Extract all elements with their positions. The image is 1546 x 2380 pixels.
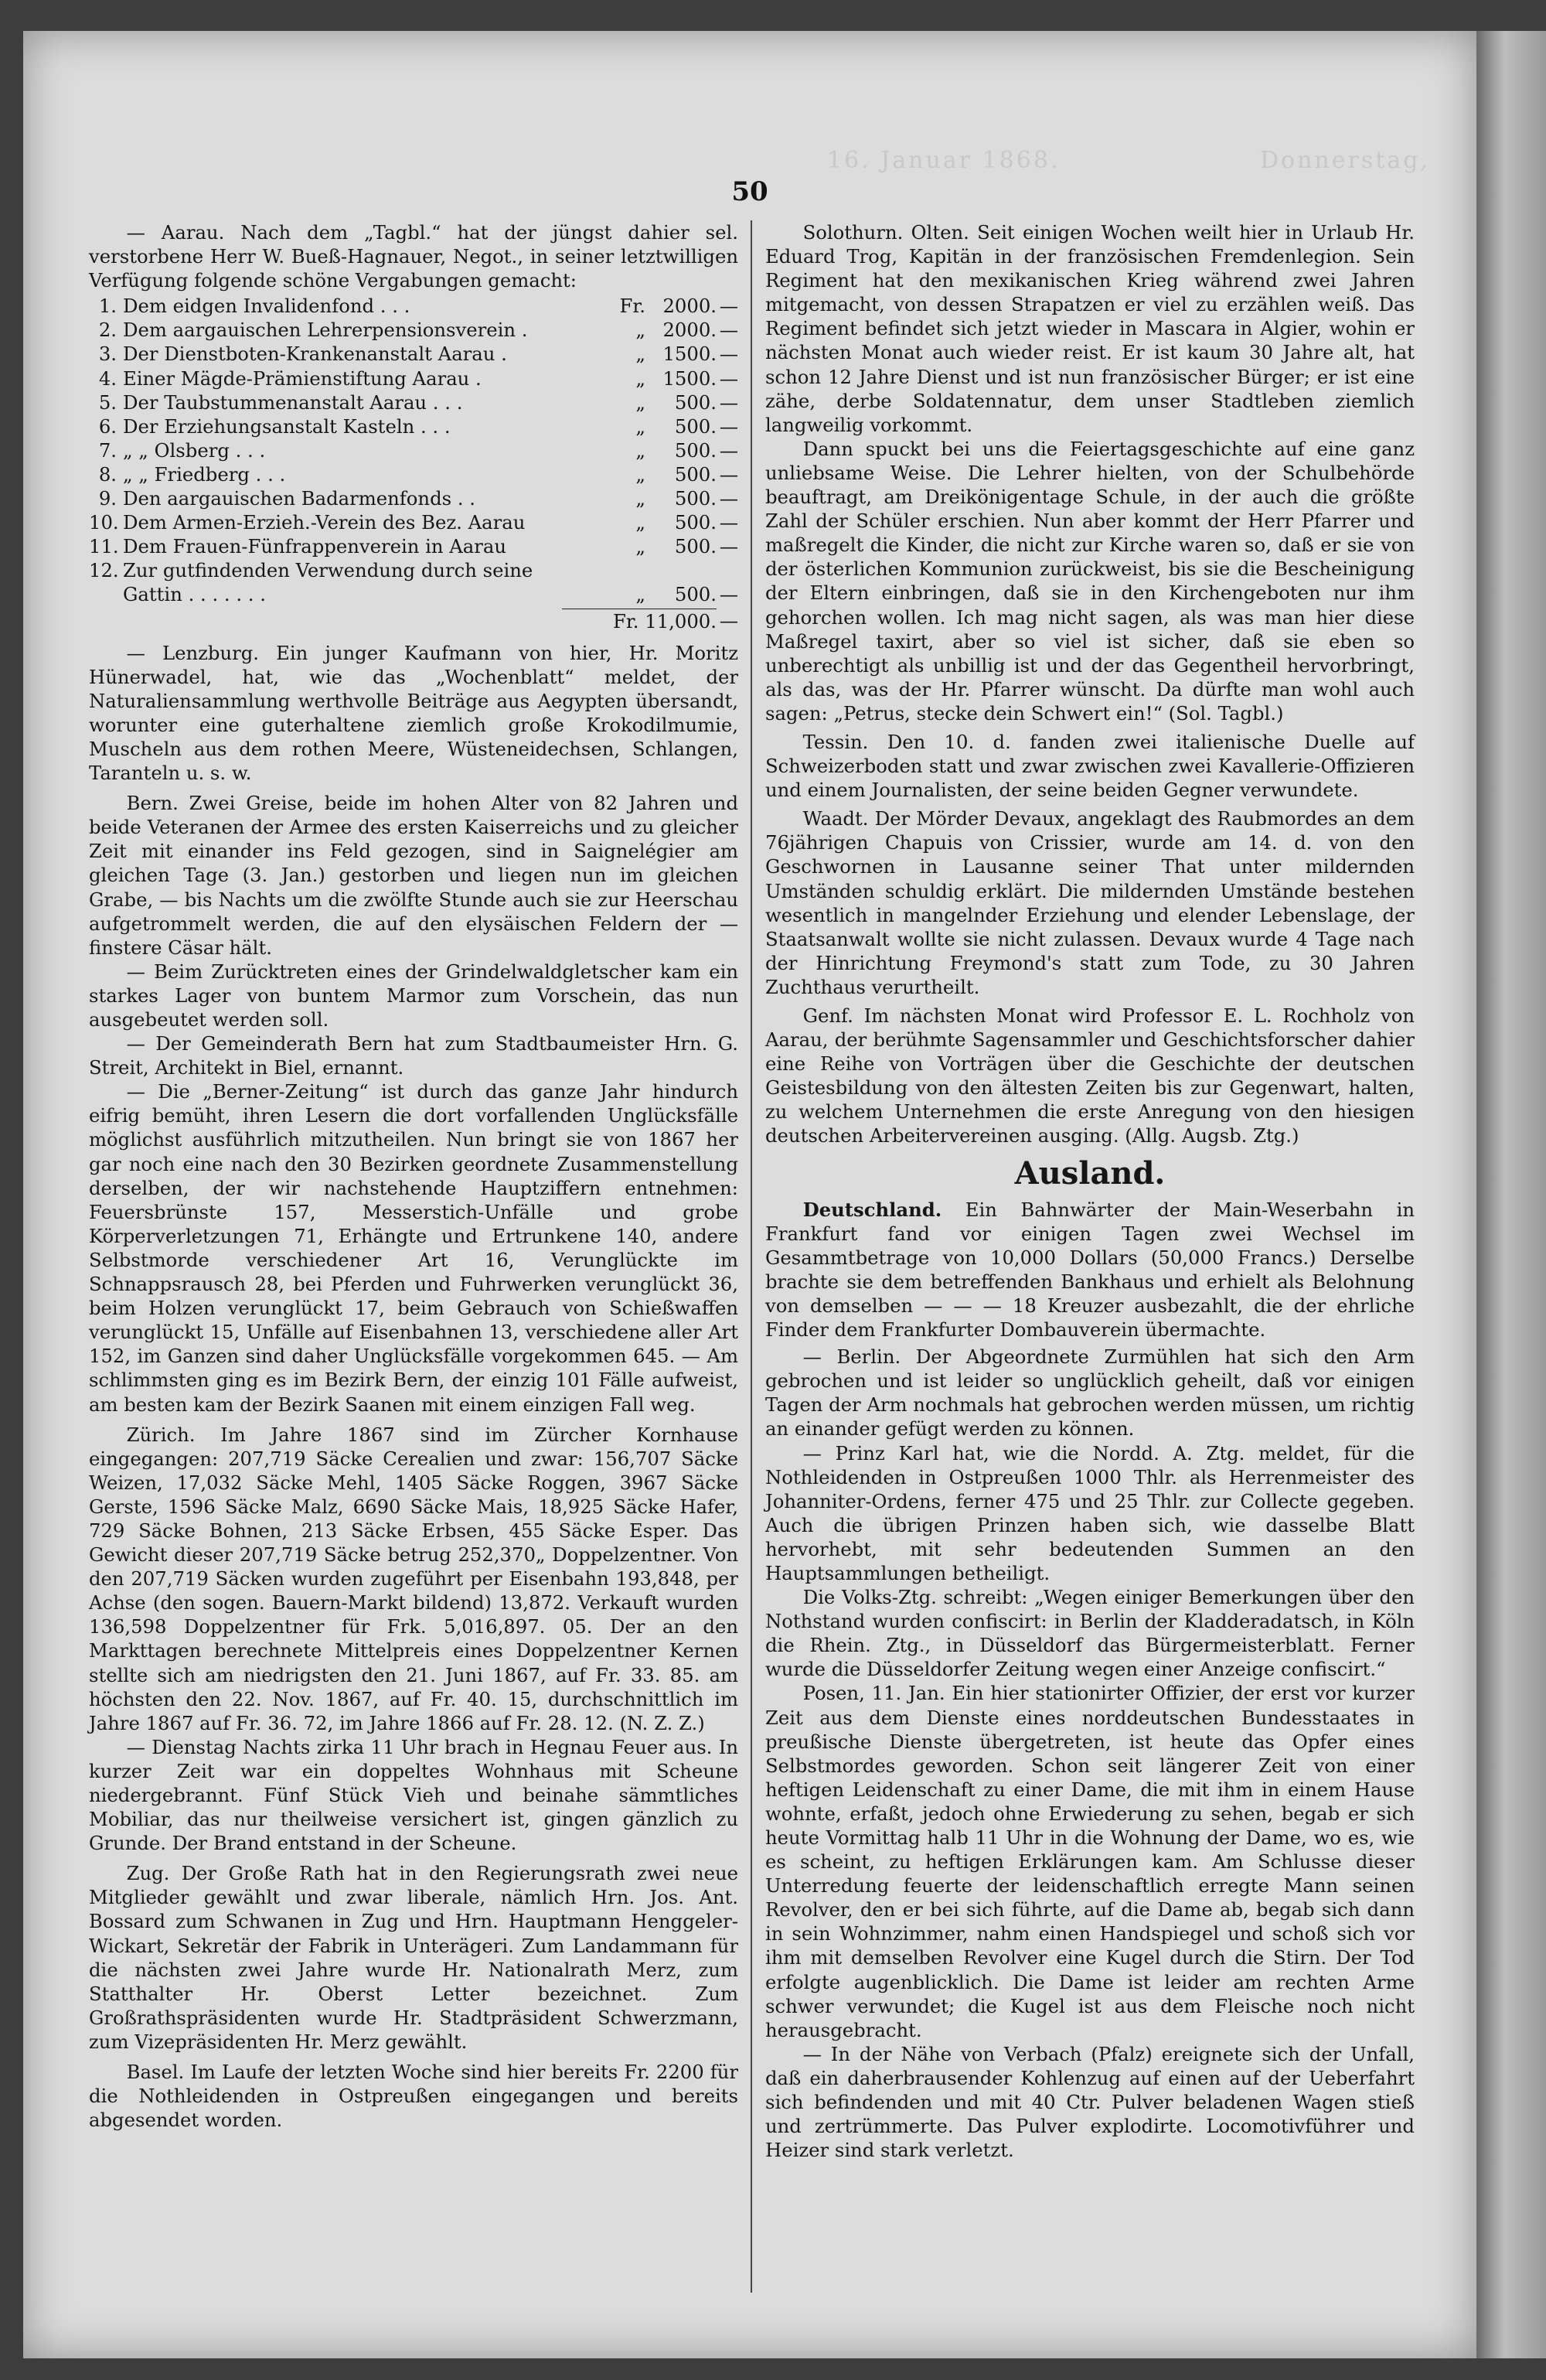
legacy-list-item xyxy=(89,342,738,366)
legacy-item-number: 6. xyxy=(98,414,117,438)
legacy-total: Fr. 11,000. xyxy=(562,609,717,633)
deutschland-text: Ein Bahnwärter der Main-Weserbahn in Frankfurt fand vor einigen Tagen zwei Wechsel im Gesammtbetrage von 10,000 Dollars (50,000 Francs.) Derselbe brachte sie dem betreffenden Bankhaus und erhielt als Belohnung von demselben — — — 18 Kreuzer ausbezahlt, die der ehrliche Finder dem Frankfurter Dombauverein übermachte. xyxy=(765,1198,1415,1342)
article-solothurn: Solothurn. Olten. Seit einigen Wochen weilt hier in Urlaub Hr. Eduard Trog, Kapitän in der französischen Fremdenlegion. Sein Regiment hat den mexikanischen Krieg während zwei Jahren mitgemacht, von dessen Strapatzen er viel zu erzählen weiß. Das Regiment befindet sich jetzt wieder in Mascara in Algier, wohin er nächsten Monat auch wieder reist. Er ist kaum 30 Jahre alt, hat schon 12 Jahre Dienst und ist nun französischer Bürger; er ist eine zähe, derbe Soldatennatur, dem unser Stadtleben ziemlich langweilig vorkommt. xyxy=(765,221,1415,436)
legacy-item-recipient: Dem Frauen-Fünfrappenverein in Aarau xyxy=(123,535,507,558)
legacy-total-row xyxy=(89,609,738,633)
legacy-item-recipient: Der Taubstummenanstalt Aarau . . . xyxy=(123,390,463,414)
section-heading-ausland: Ausland. xyxy=(1014,1154,1166,1192)
legacy-total-dash: — xyxy=(719,609,738,632)
page-number: 50 xyxy=(731,176,768,207)
legacy-item-currency: „ xyxy=(635,414,645,438)
bleed-through-weekday: Donnerstag, xyxy=(1260,147,1430,174)
legacy-list-item xyxy=(89,462,738,486)
legacy-item-dash: — xyxy=(719,535,738,558)
legacy-item-dash: — xyxy=(719,319,738,342)
right-column xyxy=(765,220,1415,2162)
article-aarau: — Aarau. Nach dem „Tagbl.“ hat der jüngst dahier sel. verstorbene Herr W. Bueß-Hagnauer, Negot., in seiner letztwilligen Verfügung folgende schöne Vergabungen gemacht: xyxy=(89,221,738,292)
legacy-item-recipient: Dem eidgen Invalidenfond . . . xyxy=(123,295,410,318)
legacy-list xyxy=(89,294,738,606)
newspaper-page xyxy=(23,31,1476,2358)
legacy-item-currency: „ xyxy=(635,583,645,606)
bleed-through-date: 16. Januar 1868. xyxy=(827,147,1061,174)
article-lenzburg: — Lenzburg. Ein junger Kaufmann von hier, Hr. Moritz Hünerwadel, hat, wie das „Wochenblatt“ meldet, der Naturaliensammlung werthvolle Beiträge aus Aegypten übersandt, worunter eine guterhaltene ziemlich große Krokodilmumie, Muscheln aus dem rothen Meere, Wüsteneidechsen, Schlangen, Taranteln u. s. w. xyxy=(89,641,738,785)
legacy-item-currency: „ xyxy=(635,319,645,342)
legacy-item-recipient: Dem aargauischen Lehrerpensionsverein . xyxy=(123,319,528,342)
legacy-item-currency: „ xyxy=(635,487,645,510)
article-zuerich-hegnau: — Dienstag Nachts zirka 11 Uhr brach in Hegnau Feuer aus. In kurzer Zeit war ein doppeltes Wohnhaus mit Scheune niedergebrannt. Fünf Stück Vieh und beinahe sämmtliches Mobiliar, das nur theilweise versichert ist, gingen gänzlich zu Grunde. Der Brand entstand in der Scheune. xyxy=(89,1735,738,1855)
article-berlin: — Berlin. Der Abgeordnete Zurmühlen hat sich den Arm gebrochen und ist leider so unglücklich geheilt, daß vor einigen Tagen der Arm nochmals hat gebrochen werden müssen, um richtig an einander gefügt werden zu können. xyxy=(765,1345,1415,1441)
legacy-list-item xyxy=(89,582,738,606)
legacy-item-recipient: Den aargauischen Badarmenfonds . . xyxy=(123,487,475,510)
legacy-item-dash: — xyxy=(719,343,738,366)
page-edge xyxy=(1476,31,1546,2358)
legacy-item-number: 4. xyxy=(98,367,117,390)
legacy-item-dash: — xyxy=(719,390,738,414)
legacy-item-number: 3. xyxy=(98,343,117,366)
legacy-item-number: 9. xyxy=(98,487,117,510)
legacy-item-recipient: Zur gutfindenden Verwendung durch seine xyxy=(123,559,533,582)
legacy-item-number: 8. xyxy=(98,462,117,486)
legacy-item-dash xyxy=(717,558,738,582)
legacy-item-currency: „ xyxy=(635,438,645,462)
article-genf: Genf. Im nächsten Monat wird Professor E. L. Rochholz von Aarau, der berühmte Sagensammler und Geschichtsforscher dahier eine Reihe von Vorträgen über die Geschichte der deutschen Geistesbildung von den ältesten Zeiten bis zur Gegenwart, halten, zu welchem Unternehmen die erste Anregung von den hiesigen deutschen Arbeitervereinen ausging. (Allg. Augsb. Ztg.) xyxy=(765,1004,1415,1147)
legacy-item-currency: „ xyxy=(635,390,645,414)
legacy-item-amount xyxy=(650,558,717,582)
legacy-item-amount: 500. xyxy=(674,414,717,438)
legacy-item-number xyxy=(89,582,123,606)
legacy-item-number: 12. xyxy=(89,559,119,582)
article-bern-unfaelle: — Die „Berner-Zeitung“ ist durch das ganze Jahr hindurch eifrig bemüht, ihren Lesern die dort vorfallenden Unglücksfälle möglichst ausführlich mitzutheilen. Nun bringt sie von 1867 her gar noch eine nach den 30 Bezirken geordnete Zusammenstellung derselben, der wir nachstehende Hauptziffern entnehmen: Feuersbrünste 157, Messerstich-Unfälle und grobe Körperverletzungen 71, Erhängte und Ertrunkene 140, andere Selbstmorde verschiedener Art 16, Verunglückte im Schnappsrausch 28, bei Pferden und Fuhrwerken verunglückt 36, beim Holzen verunglückt 17, beim Gebrauch von Schießwaffen verunglückt 15, Unfälle auf Eisenbahnen 13, verschiedene aller Art 152, im Ganzen sind daher Unglücksfälle vorgekommen 645. — Am schlimmsten ging es im Bezirk Bern, der einzig 101 Fälle aufweist, am besten kam der Bezirk Saanen mit einem einzigen Fall weg. xyxy=(89,1080,738,1416)
legacy-item-amount: 2000. xyxy=(662,295,717,318)
legacy-item-amount: 500. xyxy=(674,390,717,414)
legacy-list-item xyxy=(89,318,738,342)
legacy-list-item xyxy=(89,390,738,414)
legacy-item-currency: „ xyxy=(635,462,645,486)
legacy-item-number: 11. xyxy=(89,535,119,558)
legacy-list-item xyxy=(89,414,738,438)
article-posen: Posen, 11. Jan. Ein hier stationirter Offizier, der erst vor kurzer Zeit aus dem Dienste eines norddeutschen Bundesstaates in preußische Dienste übergetreten, ist heute das Opfer eines Selbstmordes geworden. Schon seit längerer Zeit von einer heftigen Leidenschaft zu einer Dame, die mit ihm in einem Hause wohnte, erfaßt, jedoch ohne Erwiederung zu sehen, begab er sich heute Vormittag halb 11 Uhr in die Wohnung der Dame, wo es, wie es scheint, zu heftigen Erklärungen kam. Am Schlusse dieser Unterredung feuerte der leidenschaftlich erregte Mann seinen Revolver, den er bei sich führte, auf die Dame ab, begab sich dann in sein Wohnzimmer, nahm einen Handspiegel und schoß sich vor ihm mit demselben Revolver eine Kugel durch die Stirn. Der Tod erfolgte augenblicklich. Die Dame ist leider am rechten Arme schwer verwundet; die Kugel ist aus dem Fleische noch nicht herausgebracht. xyxy=(765,1682,1415,2041)
legacy-item-amount: 2000. xyxy=(662,319,717,342)
legacy-item-number: 1. xyxy=(98,295,117,318)
legacy-item-amount: 500. xyxy=(674,511,717,534)
article-volkszeitung: Die Volks-Ztg. schreibt: „Wegen einiger Bemerkungen über den Nothstand wurden confiscirt: in Berlin der Kladderadatsch, in Köln die Rhein. Ztg., in Düsseldorf das Bürgermeisterblatt. Ferner wurde die Düsseldorfer Zeitung wegen einer Anzeige confiscirt.“ xyxy=(765,1586,1415,1681)
legacy-item-dash: — xyxy=(719,295,738,318)
legacy-item-amount: 500. xyxy=(674,487,717,510)
legacy-item-amount: 1500. xyxy=(662,367,717,390)
legacy-item-amount: 500. xyxy=(674,438,717,462)
legacy-item-currency: Fr. xyxy=(619,295,645,318)
legacy-item-dash: — xyxy=(719,438,738,462)
legacy-list-item xyxy=(89,534,738,558)
article-berlin-prinz-karl: — Prinz Karl hat, wie die Nordd. A. Ztg. meldet, für die Nothleidenden in Ostpreußen 1000 Thlr. als Herrenmeister des Johanniter-Ordens, ferner 475 und 25 Thlr. zur Collecte gegeben. Auch die übrigen Prinzen haben sich, wie dasselbe Blatt hervorhebt, mit sehr bedeutenden Summen an den Hauptsammlungen betheiligt. xyxy=(765,1441,1415,1584)
legacy-total-label xyxy=(89,609,562,633)
legacy-item-number: 2. xyxy=(98,319,117,342)
legacy-item-amount: 500. xyxy=(674,535,717,558)
legacy-list-item xyxy=(89,367,738,390)
legacy-item-currency xyxy=(602,558,650,582)
legacy-item-amount: 1500. xyxy=(662,343,717,366)
legacy-list-item xyxy=(89,294,738,318)
legacy-item-currency: „ xyxy=(635,535,645,558)
legacy-item-currency: „ xyxy=(635,343,645,366)
legacy-item-recipient: „ „ Friedberg . . . xyxy=(123,462,286,486)
legacy-item-dash: — xyxy=(719,462,738,486)
legacy-item-number: 7. xyxy=(98,438,117,462)
legacy-item-recipient: Der Dienstboten-Krankenanstalt Aarau . xyxy=(123,343,507,366)
legacy-item-recipient: „ „ Olsberg . . . xyxy=(123,438,266,462)
legacy-item-recipient: Dem Armen-Erzieh.-Verein des Bez. Aarau xyxy=(123,511,526,534)
article-tessin: Tessin. Den 10. d. fanden zwei italienische Duelle auf Schweizerboden statt und zwar zwischen zwei Kavallerie-Offizieren und einem Journalisten, der seine beiden Gegner verwundete. xyxy=(765,730,1415,802)
article-waadt: Waadt. Der Mörder Devaux, angeklagt des Raubmordes an dem 76jährigen Chapuis von Crissier, wurde am 14. d. von den Geschwornen in Lausanne seiner That unter mildernden Umständen schuldig erklärt. Die mildernden Umstände bestehen wesentlich in mangelnder Erziehung und elender Lebenslage, der Staatsanwalt wollte sie nicht zulassen. Devaux wurde 4 Tage nach der Hinrichtung Freymond's statt zum Tode, zu 30 Jahren Zuchthaus verurtheilt. xyxy=(765,807,1415,998)
article-solothurn-feiertag: Dann spuckt bei uns die Feiertagsgeschichte auf eine ganz unliebsame Weise. Die Lehrer hielten, von der Schulbehörde beauftragt, am Dreikönigentage Schule, in der auch die größte Zahl der Schüler erschien. Nun aber kommt der Herr Pfarrer und maßregelt die Kinder, die nicht zur Kirche waren so, daß er sie von der österlichen Kommunion zurückweist, bis sie die Bescheinigung der Eltern einbringen, daß sie in den Kirchengeboten nur ihm gehorchen wollen. Ich mag nicht sagen, als was man hier diese Maßregel taxirt, aber so viel ist sicher, daß sie eben so unberechtigt als unbillig ist und der das Gegentheil hervorbringt, als das, was der Hr. Pfarrer wünscht. Da dürfte man wohl auch sagen: „Petrus, stecke dein Schwert ein!“ (Sol. Tagbl.) xyxy=(765,437,1415,725)
left-column xyxy=(89,220,738,2132)
article-zug: Zug. Der Große Rath hat in den Regierungsrath zwei neue Mitglieder gewählt und zwar liberale, nämlich Hrn. Jos. Ant. Bossard zum Schwanen in Zug und Hrn. Hauptmann Henggeler-Wickart, Sekretär der Fabrik in Unterägeri. Zum Landammann für die nächsten zwei Jahre wurde Hr. Nationalrath Merz, zum Statthalter Hr. Oberst Letter bezeichnet. Zum Großrathspräsidenten wurde Hr. Stadtpräsident Schwerzmann, zum Vizepräsidenten Hr. Merz gewählt. xyxy=(89,1862,738,2053)
legacy-item-number: 10. xyxy=(89,511,119,534)
article-zuerich: Zürich. Im Jahre 1867 sind im Zürcher Kornhause eingegangen: 207,719 Säcke Cerealien und zwar: 156,707 Säcke Weizen, 17,032 Säcke Mehl, 1405 Säcke Roggen, 3967 Säcke Gerste, 1596 Säcke Malz, 6690 Säcke Mais, 18,925 Säcke Hafer, 729 Säcke Bohnen, 213 Säcke Erbsen, 455 Säcke Esper. Das Gewicht dieser 207,719 Säcke betrug 252,370„ Doppelzentner. Von den 207,719 Säcken wurden zugeführt per Eisenbahn 193,848, per Achse (den sogen. Bauern-Markt bildend) 13,872. Verkauft wurden 136,598 Doppelzentner für Frk. 5,016,897. 05. Der an den Markttagen berechnete Mittelpreis eines Doppelzentner Kernen stellte sich am niedrigsten den 21. Juni 1867, auf Fr. 33. 85. am höchsten den 22. Nov. 1867, auf Fr. 40. 15, durchschnittlich im Jahre 1867 auf Fr. 36. 72, im Jahre 1866 auf Fr. 28. 12. (N. Z. Z.) xyxy=(89,1423,738,1734)
legacy-item-recipient: Der Erziehungsanstalt Kasteln . . . xyxy=(123,414,451,438)
article-bern: Bern. Zwei Greise, beide im hohen Alter von 82 Jahren und beide Veteranen der Armee des ersten Kaiserreichs und zu gleicher Zeit mit einander ins Feld gezogen, sind in Saignelégier am gleichen Tage (3. Jan.) gestorben und liegen nun im gleichen Grabe, — bis Nachts um die zwölfte Stunde auch sie zur Heerschau aufgetrommelt werden, die auf den elysäischen Feldern der — finstere Cäsar hält. xyxy=(89,792,738,959)
legacy-item-dash: — xyxy=(719,367,738,390)
legacy-item-dash: — xyxy=(719,414,738,438)
legacy-list-item xyxy=(89,486,738,510)
legacy-item-recipient: Einer Mägde-Prämienstiftung Aarau . xyxy=(123,367,482,390)
article-bern-grindelwald: — Beim Zurücktreten eines der Grindelwaldgletscher kam ein starkes Lager von buntem Marmor zum Vorschein, das nun ausgebeutet werden soll. xyxy=(89,960,738,1031)
deutschland-label: Deutschland. xyxy=(802,1198,942,1221)
legacy-item-dash: — xyxy=(719,583,738,606)
legacy-list-item xyxy=(89,438,738,462)
article-bern-gemeinderath: — Der Gemeinderath Bern hat zum Stadtbaumeister Hrn. G. Streit, Architekt in Biel, ernannt. xyxy=(89,1032,738,1079)
column-divider xyxy=(751,220,752,2293)
article-deutschland xyxy=(765,1198,1415,1342)
legacy-item-number: 5. xyxy=(98,390,117,414)
legacy-item-currency: „ xyxy=(635,367,645,390)
legacy-item-dash: — xyxy=(719,511,738,534)
legacy-item-recipient: Gattin . . . . . . . xyxy=(123,583,266,606)
article-basel: Basel. Im Laufe der letzten Woche sind hier bereits Fr. 2200 für die Nothleidenden in Ostpreußen eingegangen und bereits abgesendet worden. xyxy=(89,2061,738,2132)
legacy-list-item xyxy=(89,558,738,582)
legacy-list-item xyxy=(89,510,738,534)
legacy-item-amount: 500. xyxy=(674,462,717,486)
legacy-item-dash: — xyxy=(719,487,738,510)
article-verbach: — In der Nähe von Verbach (Pfalz) ereignete sich der Unfall, daß ein daherbrausender Kohlenzug auf einen auf der Ueberfahrt sich befindenden und mit 40 Ctr. Pulver beladenen Wagen stieß und zertrümmerte. Das Pulver explodirte. Locomotivführer und Heizer sind stark verletzt. xyxy=(765,2042,1415,2162)
legacy-item-currency: „ xyxy=(635,511,645,534)
legacy-item-amount: 500. xyxy=(674,583,717,606)
